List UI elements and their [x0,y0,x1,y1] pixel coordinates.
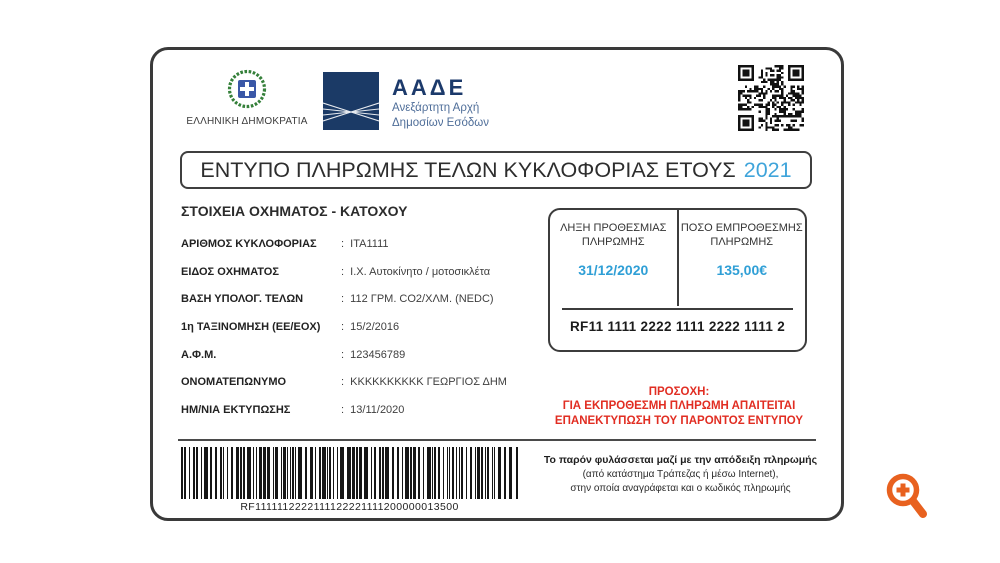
payment-deadline-column [550,210,679,306]
late-payment-warning [533,385,825,428]
horizontal-separator [178,439,816,441]
field-value: : 15/2/2016 [341,321,399,333]
aade-subtitle-line1: Ανεξάρτητη Αρχή [392,101,480,114]
field-row-afm [181,341,541,369]
barcode-block [181,447,518,513]
zoom-in-icon[interactable] [884,471,930,523]
field-label: ΗΜ/ΝΙΑ ΕΚΤΥΠΩΣΗΣ [181,403,291,416]
aade-logo-icon [323,72,379,135]
field-label: ΑΡΙΘΜΟΣ ΚΥΚΛΟΦΟΡΙΑΣ [181,237,317,250]
road-tax-form-card [150,47,844,521]
field-value: : ITA1111 [341,238,389,250]
field-row-first-registration [181,313,541,341]
footer-note-line1: Το παρόν φυλάσσεται μαζί με την απόδειξη πληρωμής [543,454,818,466]
field-label: ΟΝΟΜΑΤΕΠΩΝΥΜΟ [181,376,287,389]
keep-with-receipt-note [538,453,823,496]
field-label: ΕΙΔΟΣ ΟΧΗΜΑΤΟΣ [181,265,279,278]
payment-amount-label: ΠΟΣΟ ΕΜΠΡΟΘΕΣΜΗΣ ΠΛΗΡΩΜΗΣ [680,222,803,249]
warning-line1: ΠΡΟΣΟΧΗ: [648,386,710,398]
field-value: : 112 ΓΡΜ. CO2/ΧΛΜ. (NEDC) [341,293,494,305]
hellenic-republic-emblem-icon [181,64,313,112]
aade-subtitle-line2: Δημοσίων Εσόδων [392,116,489,129]
field-label: 1η ΤΑΞΙΝΟΜΗΣΗ (ΕΕ/ΕΟΧ) [181,320,321,333]
aade-logo-block [323,72,489,135]
field-row-vehicle-type [181,258,541,286]
field-row-tax-basis [181,285,541,313]
rf-payment-code: RF11 1111 2222 1111 2222 1111 2 [569,319,786,334]
field-label: ΒΑΣΗ ΥΠΟΛΟΓ. ΤΕΛΩΝ [181,293,304,306]
form-title: ΕΝΤΥΠΟ ΠΛΗΡΩΜΗΣ ΤΕΛΩΝ ΚΥΚΛΟΦΟΡΙΑΣ ΕΤΟΥΣ [200,157,736,182]
hellenic-republic-block [181,64,313,127]
field-row-fullname [181,368,541,396]
qr-code-icon [738,65,804,131]
payment-amount-value: 135,00€ [716,261,768,278]
field-value: : ΚΚΚΚΚΚΚΚΚΚ ΓΕΩΡΓΙΟΣ ΔΗΜ [341,376,507,388]
payment-info-box [548,208,807,352]
field-value: : Ι.Χ. Αυτοκίνητο / μοτοσικλέτα [341,266,490,278]
vehicle-owner-fields [181,230,541,424]
barcode-number: RF1111112222111122221111200000013500 [240,501,459,513]
warning-line2: ΓΙΑ ΕΚΠΡΟΘΕΣΜΗ ΠΛΗΡΩΜΗ ΑΠΑΙΤΕΙΤΑΙ [562,400,796,413]
warning-line3: ΕΠΑΝΕΚΤΥΠΩΣΗ ΤΟΥ ΠΑΡΟΝΤΟΣ ΕΝΤΥΠΟΥ [554,414,804,427]
section-title: ΣΤΟΙΧΕΙΑ ΟΧΗΜΑΤΟΣ - ΚΑΤΟΧΟΥ [181,203,408,219]
footer-note-line2: (από κατάστημα Τράπεζας ή μέσω Internet), [582,468,779,480]
field-value: : 13/11/2020 [341,404,404,416]
form-title-year: 2021 [743,157,792,182]
field-row-registration [181,230,541,258]
field-value: : 123456789 [341,349,405,361]
barcode-icon [181,447,518,499]
payment-amount-column [679,210,806,306]
emblem-label: ΕΛΛΗΝΙΚΗ ΔΗΜΟΚΡΑΤΙΑ [186,116,308,127]
aade-acronym: ΑΑΔΕ [392,75,467,101]
footer-note-line3: στην οποία αναγράφεται και ο κωδικός πληρωμής [570,482,791,494]
field-row-print-date [181,396,541,424]
field-label: Α.Φ.Μ. [181,348,217,361]
payment-deadline-label: ΛΗΞΗ ΠΡΟΘΕΣΜΙΑΣ ΠΛΗΡΩΜΗΣ [560,222,667,249]
payment-deadline-value: 31/12/2020 [578,261,649,278]
form-title-box [180,151,812,189]
